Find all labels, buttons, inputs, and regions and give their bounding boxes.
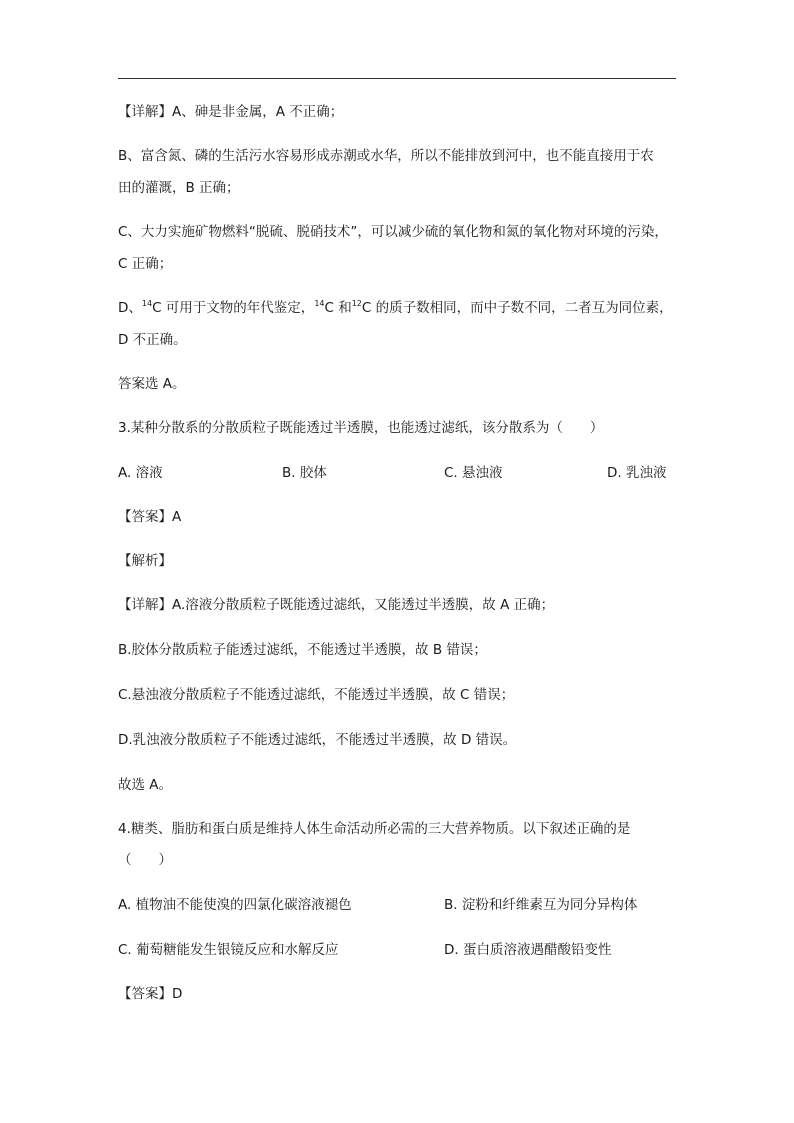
- explain-line-c1: C、大力实施矿物燃料“脱硫、脱硝技术”，可以减少硫的氧化物和氮的氧化物对环境的污染，: [118, 224, 668, 240]
- text: C 的质子数相同，而中子数不同，二者互为同位素，: [361, 300, 673, 316]
- text: D、: [118, 300, 142, 316]
- q4-option-d: D. 蛋白质溶液遇醋酸铅变性: [444, 942, 612, 958]
- text: C 和: [324, 300, 352, 316]
- superscript: 14: [314, 299, 325, 308]
- q3-detail-a: 【详解】A.溶液分散质粒子既能透过滤纸，又能透过半透膜，故 A 正确；: [118, 597, 555, 613]
- q3-detail-c: C.悬浊液分散质粒子不能透过滤纸，不能透过半透膜，故 C 错误；: [118, 687, 515, 703]
- explain-line-b1: B、富含氮、磷的生活污水容易形成赤潮或水华，所以不能排放到河中，也不能直接用于农: [118, 148, 654, 164]
- q4-answer: 【答案】D: [118, 986, 183, 1002]
- q3-detail-b: B.胶体分散质粒子能透过滤纸，不能透过半透膜，故 B 错误；: [118, 642, 487, 658]
- explain-line-b2: 田的灌溉，B 正确；: [118, 180, 240, 196]
- q3-option-c: C. 悬浊液: [444, 465, 503, 481]
- superscript: 12: [351, 299, 362, 308]
- q3-answer: 【答案】A: [118, 509, 182, 525]
- q4-option-c: C. 葡萄糖能发生银镜反应和水解反应: [118, 942, 339, 958]
- q3-conclusion: 故选 A。: [118, 777, 173, 793]
- superscript: 14: [141, 299, 153, 308]
- explain-line-c2: C 正确；: [118, 256, 173, 272]
- q3-option-b: B. 胶体: [282, 465, 327, 481]
- q3-option-d: D. 乳浊液: [607, 465, 667, 481]
- explain-line-d1: [118, 298, 673, 318]
- q4-stem-line1: 4.糖类、脂肪和蛋白质是维持人体生命活动所必需的三大营养物质。以下叙述正确的是: [118, 821, 631, 837]
- q3-option-a: A. 溶液: [118, 465, 163, 481]
- explain-line-d2: D 不正确。: [118, 332, 187, 348]
- q4-option-a: A. 植物油不能使溴的四氯化碳溶液褪色: [118, 897, 352, 913]
- q4-stem-line2: （ ）: [118, 852, 172, 868]
- q3-analysis: 【解析】: [118, 553, 172, 569]
- header-rule: [118, 78, 676, 79]
- q4-option-b: B. 淀粉和纤维素互为同分异构体: [444, 897, 638, 913]
- answer-choice: 答案选 A。: [118, 376, 186, 392]
- q3-detail-d: D.乳浊液分散质粒子不能透过滤纸，不能透过半透膜，故 D 错误。: [118, 732, 517, 748]
- text: C 可用于文物的年代鉴定，: [152, 300, 315, 316]
- explain-line-a: 【详解】A、砷是非金属，A 不正确；: [118, 104, 344, 120]
- q3-stem: 3.某种分散系的分散质粒子既能透过半透膜，也能透过滤纸，该分散系为（ ）: [118, 420, 604, 436]
